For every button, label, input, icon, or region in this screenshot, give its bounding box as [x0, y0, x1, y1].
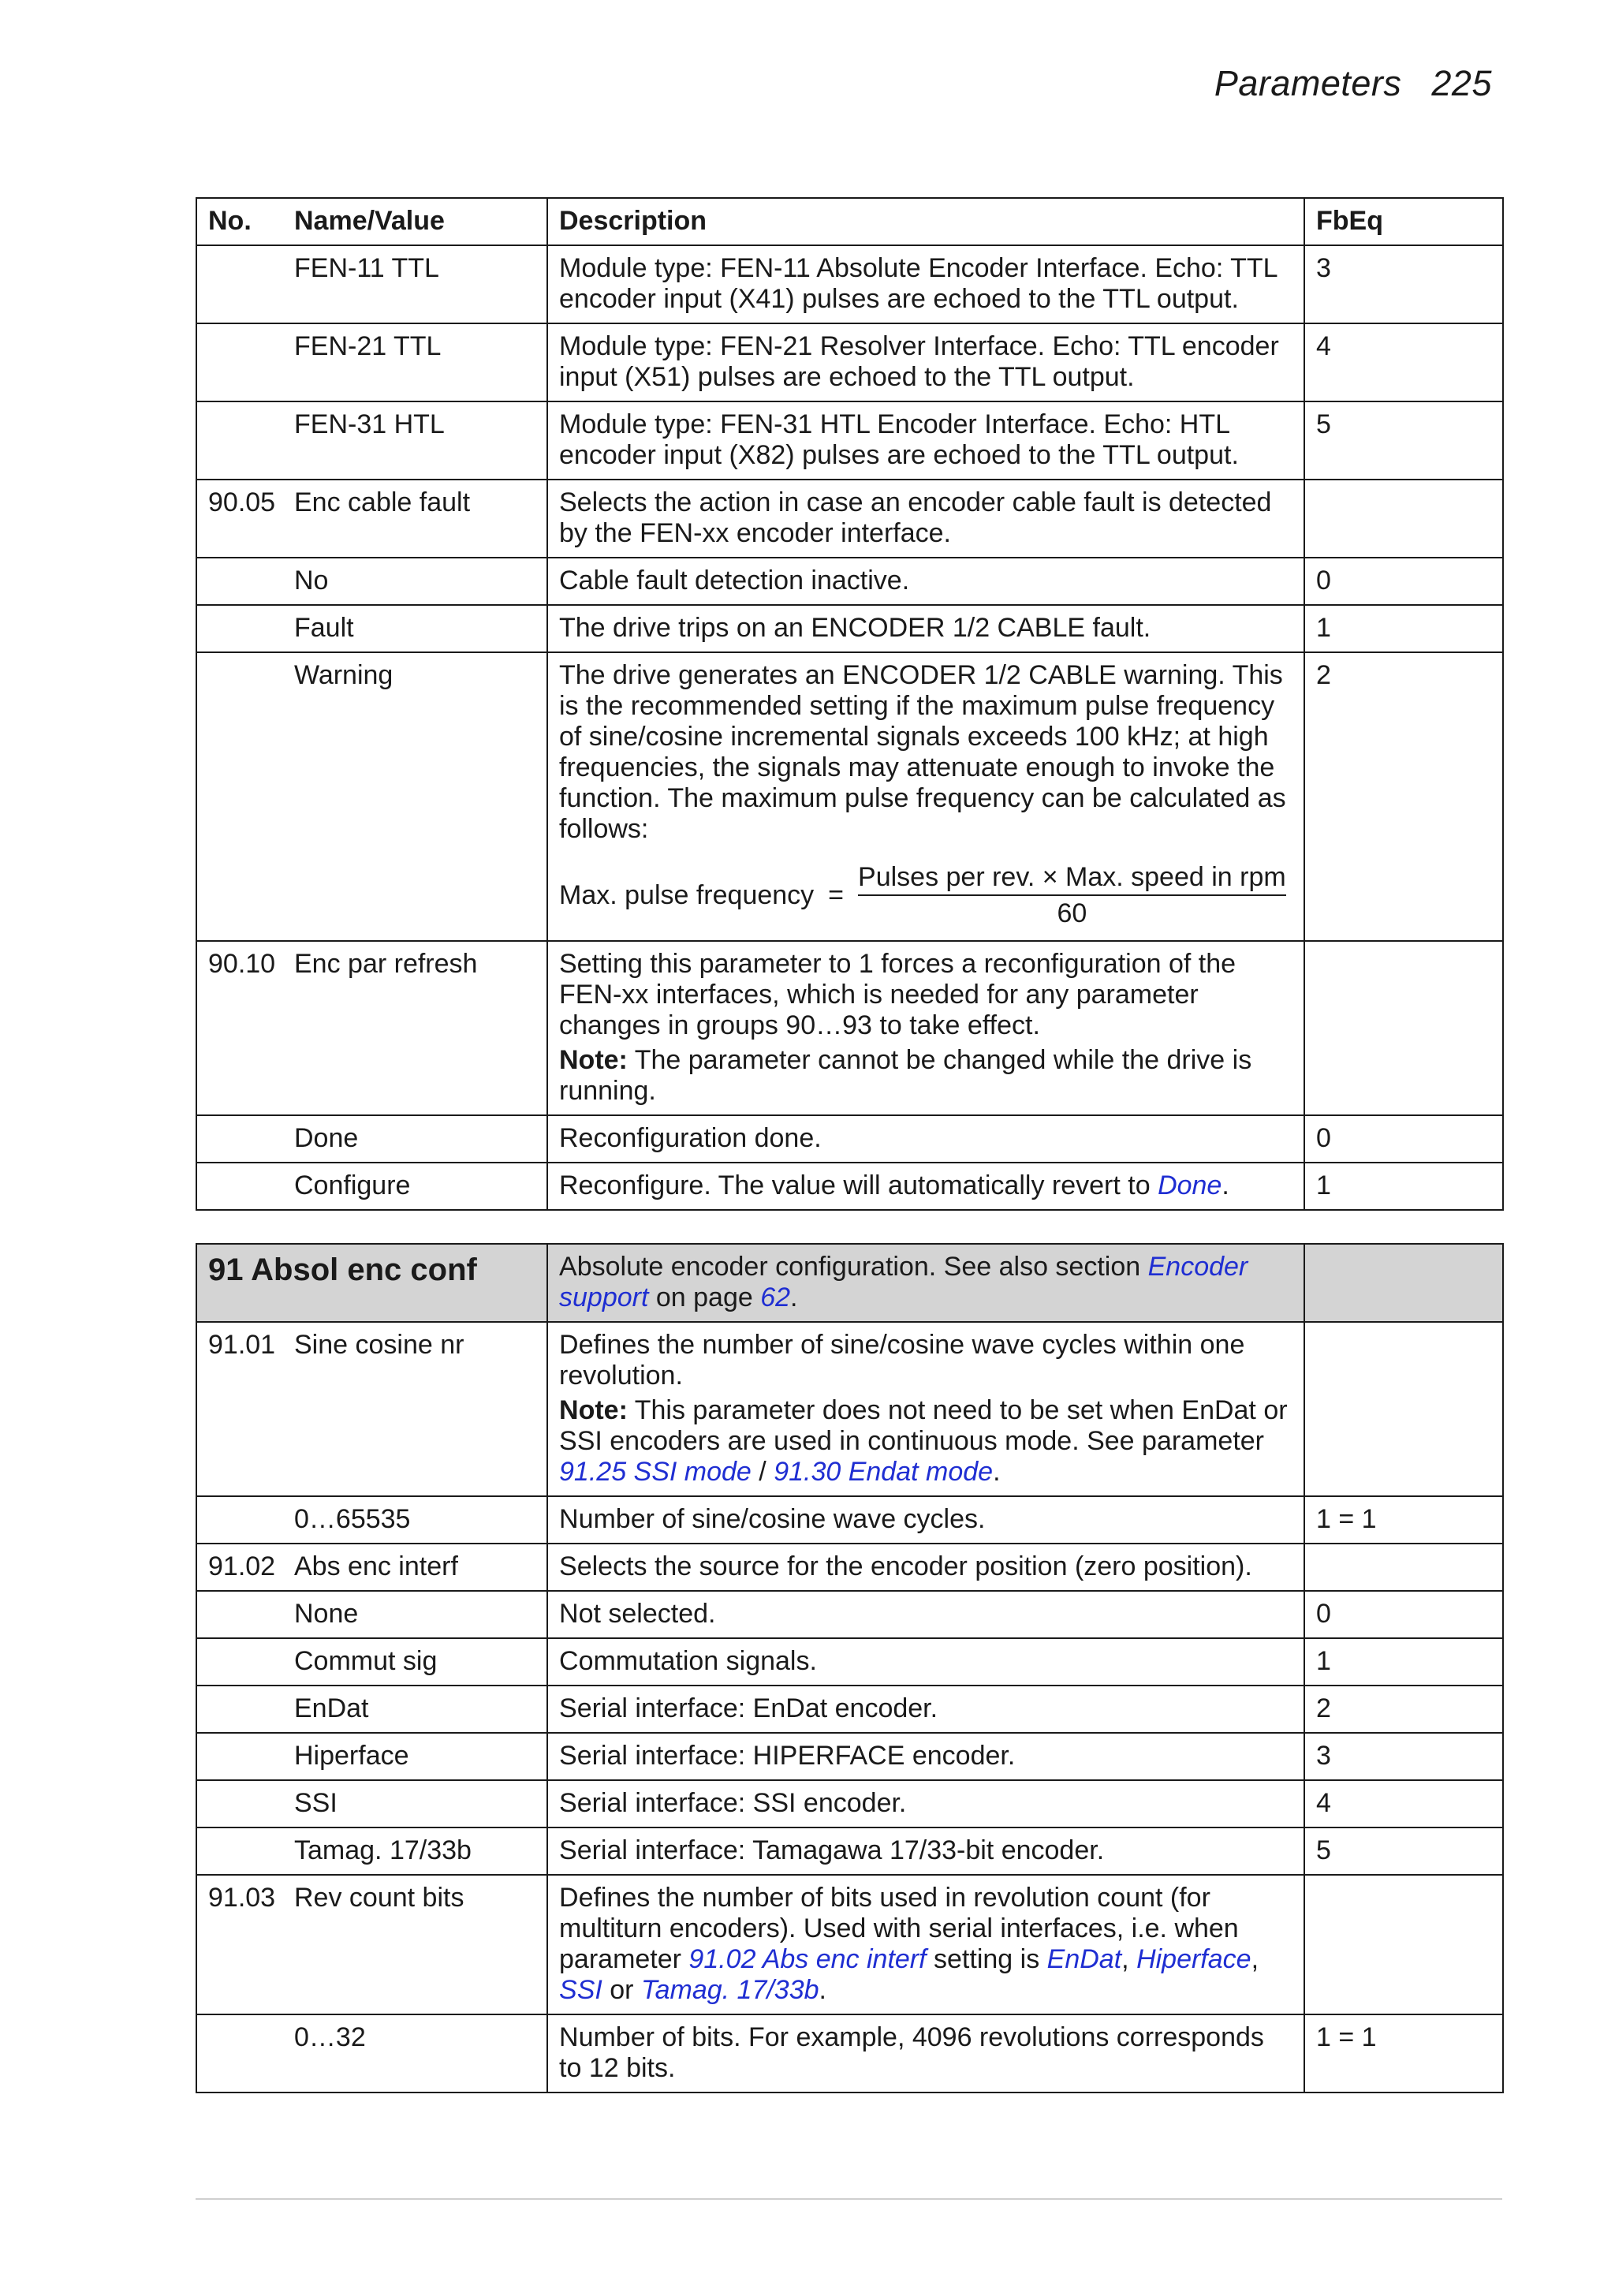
formula-label: Max. pulse frequency: [559, 880, 815, 910]
note: [559, 1395, 1292, 1488]
param-name: Enc par refresh: [283, 941, 547, 1115]
description-end: .: [790, 1282, 798, 1312]
table-header-row: [196, 198, 1503, 245]
table-row: [196, 1544, 1503, 1591]
param-name: Tamag. 17/33b: [283, 1827, 547, 1875]
col-header-description: Description: [547, 198, 1304, 245]
param-name: SSI: [283, 1780, 547, 1827]
param-no: [196, 1496, 283, 1544]
note-text: The parameter cannot be changed while the drive is running.: [559, 1045, 1252, 1106]
param-description: Module type: FEN-11 Absolute Encoder Interface. Echo: TTL encoder input (X41) pulses are echoed to the TTL output.: [547, 245, 1304, 323]
formula-denominator: 60: [1057, 898, 1087, 928]
separator: or: [602, 1975, 641, 2005]
param-no: 90.10: [196, 941, 283, 1115]
param-fbeq: 4: [1304, 1780, 1503, 1827]
abs-enc-interf-link[interactable]: 91.02 Abs enc interf: [688, 1944, 927, 1974]
param-no: [196, 401, 283, 480]
group-fbeq: [1304, 1244, 1503, 1322]
table-row: [196, 652, 1503, 941]
param-name: 0…32: [283, 2014, 547, 2093]
encoder-support-link[interactable]: Encoder support: [559, 1252, 1248, 1312]
parameter-table-90: [196, 197, 1504, 1211]
note-label: Note:: [559, 1045, 628, 1075]
table-row: [196, 480, 1503, 558]
param-no: [196, 1163, 283, 1210]
param-fbeq: 1 = 1: [1304, 2014, 1503, 2093]
separator: ,: [1121, 1944, 1137, 1974]
table-row: [196, 1780, 1503, 1827]
note: [559, 1045, 1292, 1107]
table-row: [196, 1322, 1503, 1496]
formula-numerator: Pulses per rev. × Max. speed in rpm: [858, 862, 1286, 896]
table-row: [196, 401, 1503, 480]
param-fbeq: 1: [1304, 1638, 1503, 1686]
table-row: [196, 1591, 1503, 1638]
param-no: [196, 323, 283, 401]
param-name: FEN-31 HTL: [283, 401, 547, 480]
param-no: 91.01: [196, 1322, 283, 1496]
tamag-link[interactable]: Tamag. 17/33b: [640, 1975, 819, 2005]
param-description: Number of bits. For example, 4096 revolutions corresponds to 12 bits.: [547, 2014, 1304, 2093]
param-fbeq: 5: [1304, 1827, 1503, 1875]
param-no: [196, 245, 283, 323]
description-end: .: [1222, 1170, 1229, 1200]
param-description: Serial interface: SSI encoder.: [547, 1780, 1304, 1827]
group-description: [547, 1244, 1304, 1322]
param-name: EnDat: [283, 1686, 547, 1733]
param-fbeq: 0: [1304, 558, 1503, 605]
param-description: The drive trips on an ENCODER 1/2 CABLE fault.: [547, 605, 1304, 652]
param-fbeq: 4: [1304, 323, 1503, 401]
param-description: [547, 941, 1304, 1115]
col-header-name: Name/Value: [283, 198, 547, 245]
note-text: This parameter does not need to be set when EnDat or SSI encoders are used in continuous mode. See parameter: [559, 1395, 1288, 1456]
table-row: [196, 1496, 1503, 1544]
param-no: [196, 1686, 283, 1733]
param-fbeq: 1 = 1: [1304, 1496, 1503, 1544]
param-description: Commutation signals.: [547, 1638, 1304, 1686]
param-name: Warning: [283, 652, 547, 941]
param-name: Configure: [283, 1163, 547, 1210]
param-description: [547, 1875, 1304, 2014]
param-name: Commut sig: [283, 1638, 547, 1686]
param-no: 91.02: [196, 1544, 283, 1591]
table-row: [196, 245, 1503, 323]
table-row: [196, 2014, 1503, 2093]
param-no: [196, 1638, 283, 1686]
param-name: None: [283, 1591, 547, 1638]
param-name: Rev count bits: [283, 1875, 547, 2014]
formula-equals: =: [828, 880, 845, 910]
table-row: [196, 605, 1503, 652]
description-text: setting is: [926, 1944, 1047, 1974]
separator: ,: [1251, 1944, 1259, 1974]
param-no: 90.05: [196, 480, 283, 558]
col-header-fbeq: FbEq: [1304, 198, 1503, 245]
param-fbeq: [1304, 480, 1503, 558]
table-row: [196, 1638, 1503, 1686]
param-description: [547, 1322, 1304, 1496]
param-fbeq: 3: [1304, 245, 1503, 323]
table-row: [196, 1115, 1503, 1163]
table-row: [196, 941, 1503, 1115]
hiperface-link[interactable]: Hiperface: [1136, 1944, 1251, 1974]
endat-link[interactable]: EnDat: [1046, 1944, 1122, 1974]
param-name: Done: [283, 1115, 547, 1163]
param-no: [196, 1115, 283, 1163]
table-row: [196, 1733, 1503, 1780]
param-fbeq: 3: [1304, 1733, 1503, 1780]
param-fbeq: [1304, 941, 1503, 1115]
table-row: [196, 1875, 1503, 2014]
param-description: Selects the action in case an encoder cable fault is detected by the FEN-xx encoder interface.: [547, 480, 1304, 558]
group-header-row: [196, 1244, 1503, 1322]
note-separator: /: [751, 1457, 774, 1487]
table-row: [196, 1686, 1503, 1733]
table-row: [196, 1163, 1503, 1210]
parameter-table-91: [196, 1243, 1504, 2093]
description-text: Setting this parameter to 1 forces a reconfiguration of the FEN-xx interfaces, which is needed for any parameter changes in groups 90…93 to take effect.: [559, 949, 1236, 1040]
param-fbeq: 2: [1304, 1686, 1503, 1733]
param-description: Cable fault detection inactive.: [547, 558, 1304, 605]
param-fbeq: [1304, 1322, 1503, 1496]
description-end: .: [819, 1975, 826, 2005]
param-no: [196, 1591, 283, 1638]
param-name: FEN-21 TTL: [283, 323, 547, 401]
param-name: Fault: [283, 605, 547, 652]
param-description: Module type: FEN-21 Resolver Interface. Echo: TTL encoder input (X51) pulses are echoed to the TTL output.: [547, 323, 1304, 401]
pulse-frequency-formula: [559, 862, 1292, 929]
param-name: No: [283, 558, 547, 605]
param-description: Reconfiguration done.: [547, 1115, 1304, 1163]
page-number: 225: [1431, 63, 1492, 103]
note-label: Note:: [559, 1395, 628, 1425]
param-description: [547, 652, 1304, 941]
param-name: 0…65535: [283, 1496, 547, 1544]
param-description: Serial interface: Tamagawa 17/33-bit encoder.: [547, 1827, 1304, 1875]
param-no: [196, 1780, 283, 1827]
param-fbeq: 1: [1304, 1163, 1503, 1210]
table-row: [196, 1827, 1503, 1875]
param-fbeq: 0: [1304, 1115, 1503, 1163]
param-description: Module type: FEN-31 HTL Encoder Interface. Echo: HTL encoder input (X82) pulses are echoed to the TTL output.: [547, 401, 1304, 480]
table-row: [196, 323, 1503, 401]
param-fbeq: 1: [1304, 605, 1503, 652]
param-description: [547, 1163, 1304, 1210]
param-fbeq: 5: [1304, 401, 1503, 480]
param-name: FEN-11 TTL: [283, 245, 547, 323]
section-title: Parameters: [1214, 63, 1402, 103]
param-no: [196, 1733, 283, 1780]
footer-divider: [196, 2198, 1502, 2200]
col-header-no: No.: [196, 198, 283, 245]
description-text: Reconfigure. The value will automatically revert to: [559, 1170, 1158, 1200]
param-no: [196, 558, 283, 605]
param-no: [196, 652, 283, 941]
param-description: Selects the source for the encoder position (zero position).: [547, 1544, 1304, 1591]
param-no: [196, 1827, 283, 1875]
description-text: on page: [648, 1282, 761, 1312]
note-end: .: [993, 1457, 1001, 1487]
done-link[interactable]: Done: [1158, 1170, 1222, 1200]
ssi-link[interactable]: SSI: [559, 1975, 602, 2005]
description-text: Defines the number of sine/cosine wave cycles within one revolution.: [559, 1330, 1245, 1391]
param-description: Number of sine/cosine wave cycles.: [547, 1496, 1304, 1544]
param-name: Sine cosine nr: [283, 1322, 547, 1496]
page-header: [1214, 63, 1492, 104]
table-row: [196, 558, 1503, 605]
param-name: Hiperface: [283, 1733, 547, 1780]
description-text: The drive generates an ENCODER 1/2 CABLE warning. This is the recommended setting if the maximum pulse frequency of sine/cosine incremental signals exceeds 100 kHz; at high frequencies, the signals may attenuate enough to invoke the function. The maximum pulse frequency can be calculated as follows:: [559, 660, 1286, 844]
param-fbeq: 2: [1304, 652, 1503, 941]
param-description: Serial interface: EnDat encoder.: [547, 1686, 1304, 1733]
param-no: [196, 2014, 283, 2093]
param-name: Enc cable fault: [283, 480, 547, 558]
param-no: [196, 605, 283, 652]
description-text: Defines the number of bits used in revolution count (for multiturn encoders). Used with serial interfaces, i.e. when parameter: [559, 1883, 1239, 1974]
page-62-link[interactable]: 62: [760, 1282, 791, 1312]
param-fbeq: [1304, 1544, 1503, 1591]
param-description: Not selected.: [547, 1591, 1304, 1638]
param-fbeq: [1304, 1875, 1503, 2014]
description-text: Absolute encoder configuration. See also section: [559, 1252, 1148, 1282]
param-fbeq: 0: [1304, 1591, 1503, 1638]
formula-fraction: [858, 862, 1286, 929]
param-name: Abs enc interf: [283, 1544, 547, 1591]
ssi-mode-link[interactable]: 91.25 SSI mode: [559, 1457, 752, 1487]
param-no: 91.03: [196, 1875, 283, 2014]
group-title: 91 Absol enc conf: [196, 1244, 547, 1322]
param-description: Serial interface: HIPERFACE encoder.: [547, 1733, 1304, 1780]
endat-mode-link[interactable]: 91.30 Endat mode: [774, 1457, 994, 1487]
